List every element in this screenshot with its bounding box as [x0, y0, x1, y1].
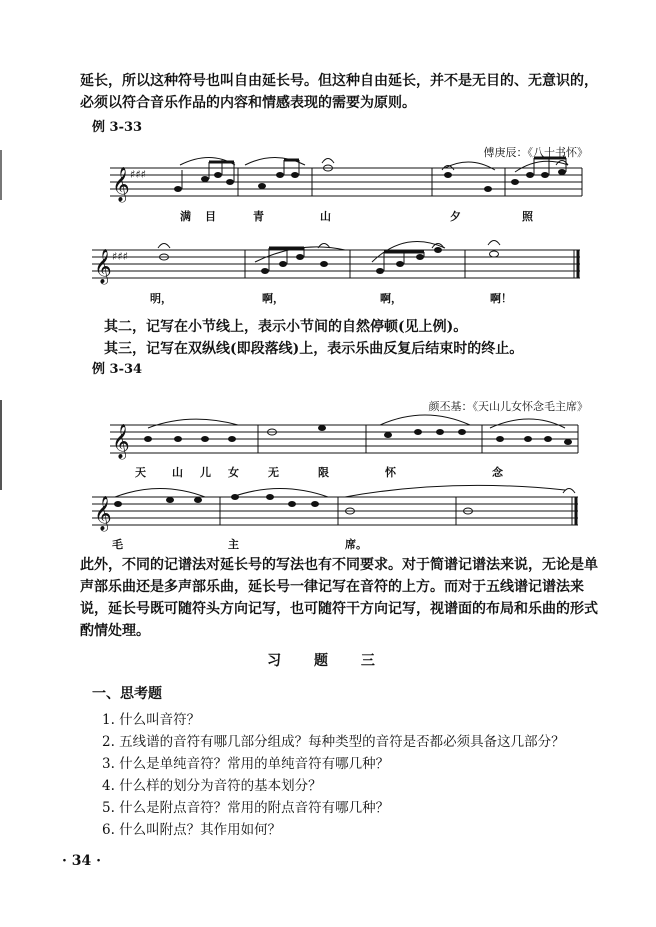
lyric: 念	[492, 466, 503, 479]
example-source: 颜丕基：《天山儿女怀念毛主席》	[428, 400, 588, 413]
question-item: 6. 什么叫附点？其作用如何？	[102, 822, 282, 838]
question-item: 3. 什么是单纯音符？常用的单纯音符有哪几种？	[102, 756, 390, 772]
lyric: 山	[320, 210, 331, 223]
lyric: 目	[205, 210, 216, 223]
paragraph: 其三，记写在双纵线(即段落线)上，表示乐曲反复后结束时的终止。	[104, 341, 524, 357]
example-source: 傅庚辰：《八十书怀》	[483, 146, 588, 159]
lyric: 主	[228, 538, 239, 551]
lyric: 啊，	[380, 292, 402, 305]
lyric: 席。	[345, 538, 367, 551]
example-label: 例 3-33	[92, 120, 143, 135]
lyric: 照	[522, 210, 533, 223]
questions-heading: 一、思考题	[92, 686, 162, 702]
section-title: 习 题 三	[267, 653, 389, 669]
question-item: 2. 五线谱的音符有哪几部分组成？每种类型的音符是否都必须具备这几部分？	[102, 734, 565, 750]
question-item: 4. 什么样的划分为音符的基本划分？	[102, 778, 322, 794]
paragraph: 此外，不同的记谱法对延长号的写法也有不同要求。对于简谱记谱法来说，无论是单声部乐曲还是多声部乐曲，延长号一律记写在音符的上方。而对于五线谱记谱法来说，延长号既可随符头方向记写，也可随符干方向记写，视谱面的布局和乐曲的形式酌情处理。	[80, 557, 598, 639]
lyric: 满	[180, 210, 191, 223]
lyric: 怀	[385, 466, 396, 479]
lyric: 青	[253, 210, 264, 223]
paragraph: 其二，记写在小节线上，表示小节间的自然停顿(见上例)。	[104, 319, 468, 335]
lyric: 天	[135, 466, 146, 479]
lyric: 无	[268, 466, 279, 479]
lyric: 啊，	[262, 292, 284, 305]
svg-text:𝄞: 𝄞	[94, 249, 112, 284]
lyric: 毛	[112, 538, 123, 551]
lyric: 山	[172, 466, 183, 479]
svg-text:𝄞: 𝄞	[112, 424, 130, 459]
lyric: 明，	[150, 292, 172, 305]
lyric: 啊！	[490, 292, 512, 305]
intro-paragraph: 延长，所以这种符号也叫自由延长号。但这种自由延长，并不是无目的、无意识的，必须以符合音乐作品的内容和情感表现的需要为原则。	[80, 73, 598, 111]
svg-text:𝄞: 𝄞	[94, 496, 112, 531]
page-number: · 34 ·	[62, 853, 101, 869]
svg-text:♯♯♯: ♯♯♯	[112, 250, 128, 263]
example-label: 例 3-34	[92, 362, 143, 377]
svg-text:♯♯♯: ♯♯♯	[130, 168, 146, 181]
lyric: 夕	[450, 210, 461, 223]
lyric: 儿	[200, 466, 211, 479]
lyric: 限	[318, 466, 329, 479]
question-item: 5. 什么是附点音符？常用的附点音符有哪几种？	[102, 800, 390, 816]
question-item: 1. 什么叫音符？	[102, 712, 201, 728]
svg-text:𝄞: 𝄞	[112, 167, 130, 202]
lyric: 女	[228, 466, 239, 479]
